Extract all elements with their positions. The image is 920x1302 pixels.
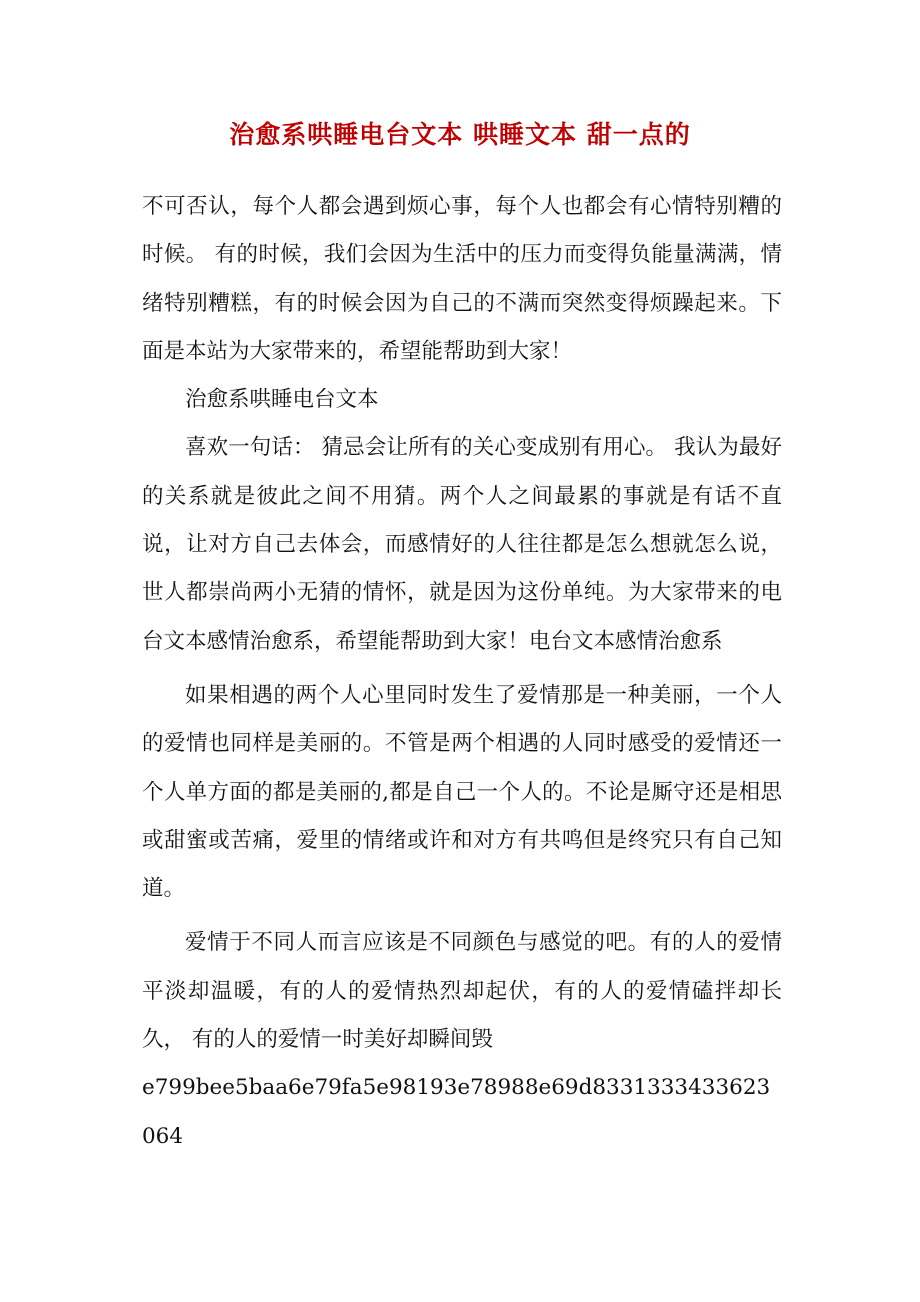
paragraph-love-colors: 爱情于不同人而言应该是不同颜色与感觉的吧。有的人的爱情平淡却温暖，有的人的爱情热烈却起伏，有的人的爱情磕拌却长久， 有的人的爱情一时美好却瞬间毁 [142,930,782,1053]
section-heading: 治愈系哄睡电台文本 [185,387,379,413]
paragraph-quote: 喜欢一句话： 猜忌会让所有的关心变成别有用心。 我认为最好的关系就是彼此之间不用猜。两个人之间最累的事就是有话不直说，让对方自己去体会，而感情好的人往往都是怎么想就怎么说，世人都崇尚两小无猜的情怀，就是因为这份单纯。为大家带来的电台文本感情治愈系，希望能帮助到大家！电台文本感情治愈系 [142,435,782,654]
document-title: 治愈系哄睡电台文本 哄睡文本 甜一点的 [229,120,691,149]
document-body [142,183,782,1161]
paragraph-love-beauty: 如果相遇的两个人心里同时发生了爱情那是一种美丽，一个人的爱情也同样是美丽的。不管是两个相遇的人同时感受的爱情还一个人单方面的都是美丽的,都是自己一个人的。不论是厮守还是相思或甜蜜或苦痛，爱里的情绪或许和对方有共鸣但是终究只有自己知道。 [142,682,782,902]
paragraph-intro: 不可否认，每个人都会遇到烦心事，每个人也都会有心情特别糟的时候。 有的时候，我们会因为生活中的压力而变得负能量满满，情绪特别糟糕，有的时候会因为自己的不满而突然变得烦躁起来。下面是本站为大家带来的，希望能帮助到大家！ [142,194,782,364]
document-hash-string: e799bee5baa6e79fa5e98193e78988e69d8331333433623064 [142,1075,771,1149]
